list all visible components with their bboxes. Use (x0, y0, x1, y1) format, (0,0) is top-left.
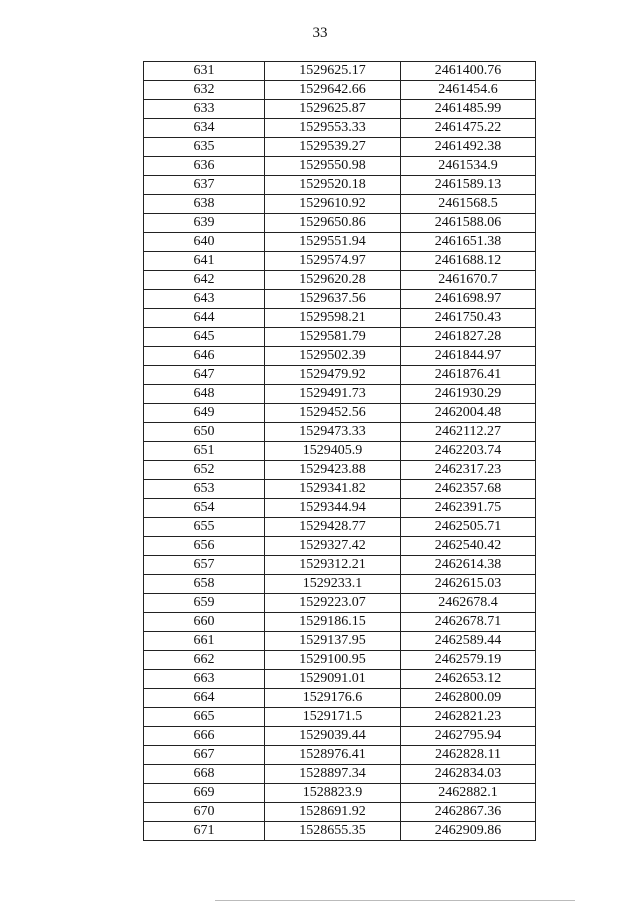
table-row (144, 518, 536, 537)
x-coordinate-cell: 1529428.77 (265, 518, 401, 537)
x-coordinate-cell: 1529650.86 (265, 214, 401, 233)
table-row (144, 442, 536, 461)
table-row (144, 803, 536, 822)
y-coordinate-cell: 2461475.22 (401, 119, 536, 138)
x-coordinate-cell: 1529642.66 (265, 81, 401, 100)
y-coordinate-cell: 2461651.38 (401, 233, 536, 252)
point-number-cell: 640 (144, 233, 265, 252)
x-coordinate-cell: 1529550.98 (265, 157, 401, 176)
table-row (144, 214, 536, 233)
point-number-cell: 631 (144, 62, 265, 81)
x-coordinate-cell: 1529452.56 (265, 404, 401, 423)
y-coordinate-cell: 2461534.9 (401, 157, 536, 176)
table-row (144, 62, 536, 81)
y-coordinate-cell: 2461844.97 (401, 347, 536, 366)
point-number-cell: 651 (144, 442, 265, 461)
y-coordinate-cell: 2462540.42 (401, 537, 536, 556)
point-number-cell: 653 (144, 480, 265, 499)
y-coordinate-cell: 2462589.44 (401, 632, 536, 651)
y-coordinate-cell: 2462834.03 (401, 765, 536, 784)
x-coordinate-cell: 1528976.41 (265, 746, 401, 765)
y-coordinate-cell: 2461400.76 (401, 62, 536, 81)
table-row (144, 727, 536, 746)
x-coordinate-cell: 1529223.07 (265, 594, 401, 613)
point-number-cell: 664 (144, 689, 265, 708)
point-number-cell: 648 (144, 385, 265, 404)
table-row (144, 138, 536, 157)
table-row (144, 689, 536, 708)
y-coordinate-cell: 2461930.29 (401, 385, 536, 404)
point-number-cell: 634 (144, 119, 265, 138)
table-row (144, 480, 536, 499)
x-coordinate-cell: 1528655.35 (265, 822, 401, 841)
table-row (144, 271, 536, 290)
y-coordinate-cell: 2462678.4 (401, 594, 536, 613)
point-number-cell: 647 (144, 366, 265, 385)
table-row (144, 309, 536, 328)
table-row (144, 195, 536, 214)
x-coordinate-cell: 1529553.33 (265, 119, 401, 138)
point-number-cell: 661 (144, 632, 265, 651)
point-number-cell: 657 (144, 556, 265, 575)
x-coordinate-cell: 1528691.92 (265, 803, 401, 822)
table-row (144, 613, 536, 632)
point-number-cell: 656 (144, 537, 265, 556)
x-coordinate-cell: 1529479.92 (265, 366, 401, 385)
table-row (144, 575, 536, 594)
table-row (144, 784, 536, 803)
x-coordinate-cell: 1529039.44 (265, 727, 401, 746)
y-coordinate-cell: 2462112.27 (401, 423, 536, 442)
x-coordinate-cell: 1529341.82 (265, 480, 401, 499)
point-number-cell: 638 (144, 195, 265, 214)
table-row (144, 328, 536, 347)
y-coordinate-cell: 2462821.23 (401, 708, 536, 727)
x-coordinate-cell: 1529233.1 (265, 575, 401, 594)
point-number-cell: 654 (144, 499, 265, 518)
y-coordinate-cell: 2462505.71 (401, 518, 536, 537)
y-coordinate-cell: 2462391.75 (401, 499, 536, 518)
x-coordinate-cell: 1528823.9 (265, 784, 401, 803)
table-row (144, 537, 536, 556)
table-row (144, 100, 536, 119)
point-number-cell: 665 (144, 708, 265, 727)
point-number-cell: 632 (144, 81, 265, 100)
point-number-cell: 636 (144, 157, 265, 176)
x-coordinate-cell: 1529473.33 (265, 423, 401, 442)
point-number-cell: 645 (144, 328, 265, 347)
point-number-cell: 659 (144, 594, 265, 613)
table-row (144, 594, 536, 613)
x-coordinate-cell: 1529625.17 (265, 62, 401, 81)
point-number-cell: 655 (144, 518, 265, 537)
x-coordinate-cell: 1529137.95 (265, 632, 401, 651)
table-row (144, 556, 536, 575)
point-number-cell: 666 (144, 727, 265, 746)
table-row (144, 176, 536, 195)
table-row (144, 252, 536, 271)
table-row (144, 632, 536, 651)
x-coordinate-cell: 1529091.01 (265, 670, 401, 689)
y-coordinate-cell: 2461876.41 (401, 366, 536, 385)
x-coordinate-cell: 1529520.18 (265, 176, 401, 195)
y-coordinate-cell: 2461688.12 (401, 252, 536, 271)
point-number-cell: 643 (144, 290, 265, 309)
table-row (144, 119, 536, 138)
x-coordinate-cell: 1529574.97 (265, 252, 401, 271)
y-coordinate-cell: 2461588.06 (401, 214, 536, 233)
x-coordinate-cell: 1529344.94 (265, 499, 401, 518)
x-coordinate-cell: 1529598.21 (265, 309, 401, 328)
y-coordinate-cell: 2461698.97 (401, 290, 536, 309)
table-row (144, 708, 536, 727)
y-coordinate-cell: 2461568.5 (401, 195, 536, 214)
point-number-cell: 650 (144, 423, 265, 442)
x-coordinate-cell: 1529312.21 (265, 556, 401, 575)
y-coordinate-cell: 2462678.71 (401, 613, 536, 632)
point-number-cell: 642 (144, 271, 265, 290)
table-row (144, 822, 536, 841)
table-row (144, 423, 536, 442)
y-coordinate-cell: 2462882.1 (401, 784, 536, 803)
page-number: 33 (312, 25, 328, 41)
x-coordinate-cell: 1529423.88 (265, 461, 401, 480)
point-number-cell: 652 (144, 461, 265, 480)
table-row (144, 746, 536, 765)
table-row (144, 461, 536, 480)
y-coordinate-cell: 2462909.86 (401, 822, 536, 841)
y-coordinate-cell: 2462800.09 (401, 689, 536, 708)
y-coordinate-cell: 2461827.28 (401, 328, 536, 347)
point-number-cell: 669 (144, 784, 265, 803)
x-coordinate-cell: 1529581.79 (265, 328, 401, 347)
point-number-cell: 660 (144, 613, 265, 632)
y-coordinate-cell: 2462653.12 (401, 670, 536, 689)
table-row (144, 366, 536, 385)
scan-edge-line (215, 900, 575, 901)
y-coordinate-cell: 2461750.43 (401, 309, 536, 328)
point-number-cell: 649 (144, 404, 265, 423)
point-number-cell: 667 (144, 746, 265, 765)
x-coordinate-cell: 1529637.56 (265, 290, 401, 309)
y-coordinate-cell: 2461485.99 (401, 100, 536, 119)
y-coordinate-cell: 2462614.38 (401, 556, 536, 575)
point-number-cell: 671 (144, 822, 265, 841)
x-coordinate-cell: 1529625.87 (265, 100, 401, 119)
x-coordinate-cell: 1529327.42 (265, 537, 401, 556)
y-coordinate-cell: 2462867.36 (401, 803, 536, 822)
y-coordinate-cell: 2462357.68 (401, 480, 536, 499)
point-number-cell: 658 (144, 575, 265, 594)
x-coordinate-cell: 1529610.92 (265, 195, 401, 214)
table-row (144, 81, 536, 100)
y-coordinate-cell: 2461454.6 (401, 81, 536, 100)
point-number-cell: 639 (144, 214, 265, 233)
point-number-cell: 635 (144, 138, 265, 157)
x-coordinate-cell: 1529551.94 (265, 233, 401, 252)
table-row (144, 765, 536, 784)
y-coordinate-cell: 2461492.38 (401, 138, 536, 157)
y-coordinate-cell: 2462615.03 (401, 575, 536, 594)
x-coordinate-cell: 1529176.6 (265, 689, 401, 708)
y-coordinate-cell: 2462004.48 (401, 404, 536, 423)
point-number-cell: 644 (144, 309, 265, 328)
point-number-cell: 668 (144, 765, 265, 784)
x-coordinate-cell: 1529502.39 (265, 347, 401, 366)
point-number-cell: 641 (144, 252, 265, 271)
x-coordinate-cell: 1529491.73 (265, 385, 401, 404)
x-coordinate-cell: 1529539.27 (265, 138, 401, 157)
table-row (144, 499, 536, 518)
y-coordinate-cell: 2462203.74 (401, 442, 536, 461)
y-coordinate-cell: 2461670.7 (401, 271, 536, 290)
y-coordinate-cell: 2462579.19 (401, 651, 536, 670)
table-row (144, 404, 536, 423)
x-coordinate-cell: 1529171.5 (265, 708, 401, 727)
coordinates-table-body (144, 62, 536, 841)
point-number-cell: 663 (144, 670, 265, 689)
table-row (144, 385, 536, 404)
table-row (144, 347, 536, 366)
table-row (144, 670, 536, 689)
table-row (144, 233, 536, 252)
x-coordinate-cell: 1529620.28 (265, 271, 401, 290)
point-number-cell: 646 (144, 347, 265, 366)
coordinates-table (143, 61, 536, 841)
y-coordinate-cell: 2462828.11 (401, 746, 536, 765)
point-number-cell: 637 (144, 176, 265, 195)
x-coordinate-cell: 1529405.9 (265, 442, 401, 461)
table-row (144, 290, 536, 309)
point-number-cell: 670 (144, 803, 265, 822)
x-coordinate-cell: 1528897.34 (265, 765, 401, 784)
table-row (144, 157, 536, 176)
point-number-cell: 633 (144, 100, 265, 119)
x-coordinate-cell: 1529100.95 (265, 651, 401, 670)
table-row (144, 651, 536, 670)
point-number-cell: 662 (144, 651, 265, 670)
y-coordinate-cell: 2461589.13 (401, 176, 536, 195)
y-coordinate-cell: 2462317.23 (401, 461, 536, 480)
y-coordinate-cell: 2462795.94 (401, 727, 536, 746)
x-coordinate-cell: 1529186.15 (265, 613, 401, 632)
